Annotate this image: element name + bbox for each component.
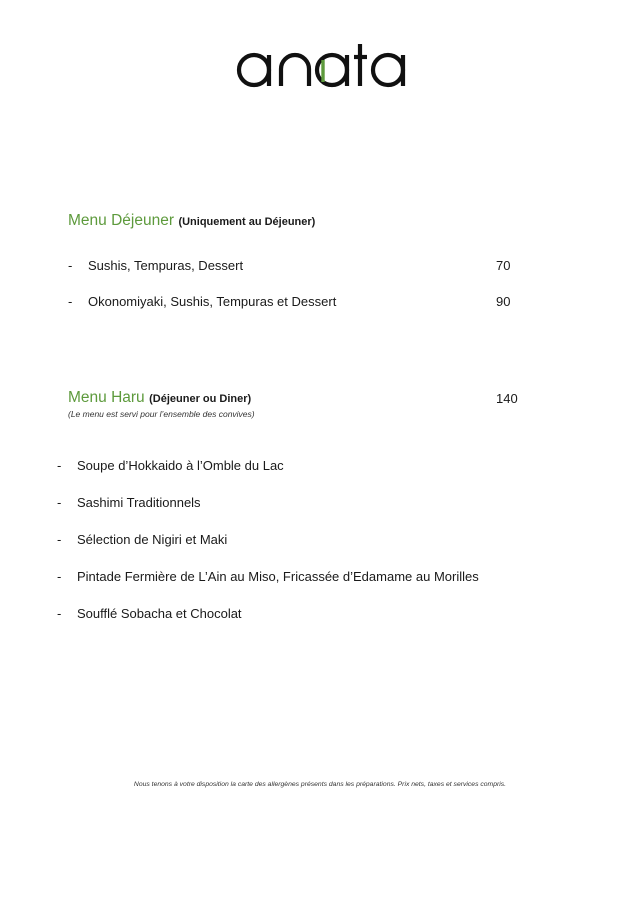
list-bullet: - [57,532,62,547]
lunch-menu-title: Menu Déjeuner [68,212,174,229]
haru-course-item: Soupe d’Hokkaido à l’Omble du Lac [77,458,284,473]
haru-menu-price: 140 [496,391,518,406]
lunch-item-price: 70 [496,258,511,273]
lunch-menu-heading [68,212,315,230]
haru-course-item: Sashimi Traditionnels [77,495,201,510]
haru-menu-title: Menu Haru [68,389,145,406]
list-bullet: - [57,606,62,621]
lunch-item-name: Sushis, Tempuras, Dessert [88,258,244,273]
list-bullet: - [57,458,62,473]
anata-logo [236,40,406,90]
lunch-item-name: Okonomiyaki, Sushis, Tempuras et Dessert [88,294,337,309]
list-bullet: - [68,294,73,309]
lunch-item-price: 90 [496,294,511,309]
haru-menu-note: (Déjeuner ou Diner) [149,393,252,405]
haru-course-item: Sélection de Nigiri et Maki [77,532,228,547]
list-bullet: - [57,569,62,584]
haru-course-item: Soufflé Sobacha et Chocolat [77,606,242,621]
lunch-menu-note: (Uniquement au Déjeuner) [178,216,316,228]
haru-menu-heading [68,389,251,407]
list-bullet: - [57,495,62,510]
footer-note: Nous tenons à votre disposition la carte des allergènes présents dans les préparations. Prix nets, taxes et services compris. [133,781,507,788]
list-bullet: - [68,258,73,273]
haru-menu-subnote: (Le menu est servi pour l’ensemble des convives) [68,409,255,419]
haru-course-item: Pintade Fermière de L’Ain au Miso, Fricassée d’Edamame au Morilles [77,569,479,584]
